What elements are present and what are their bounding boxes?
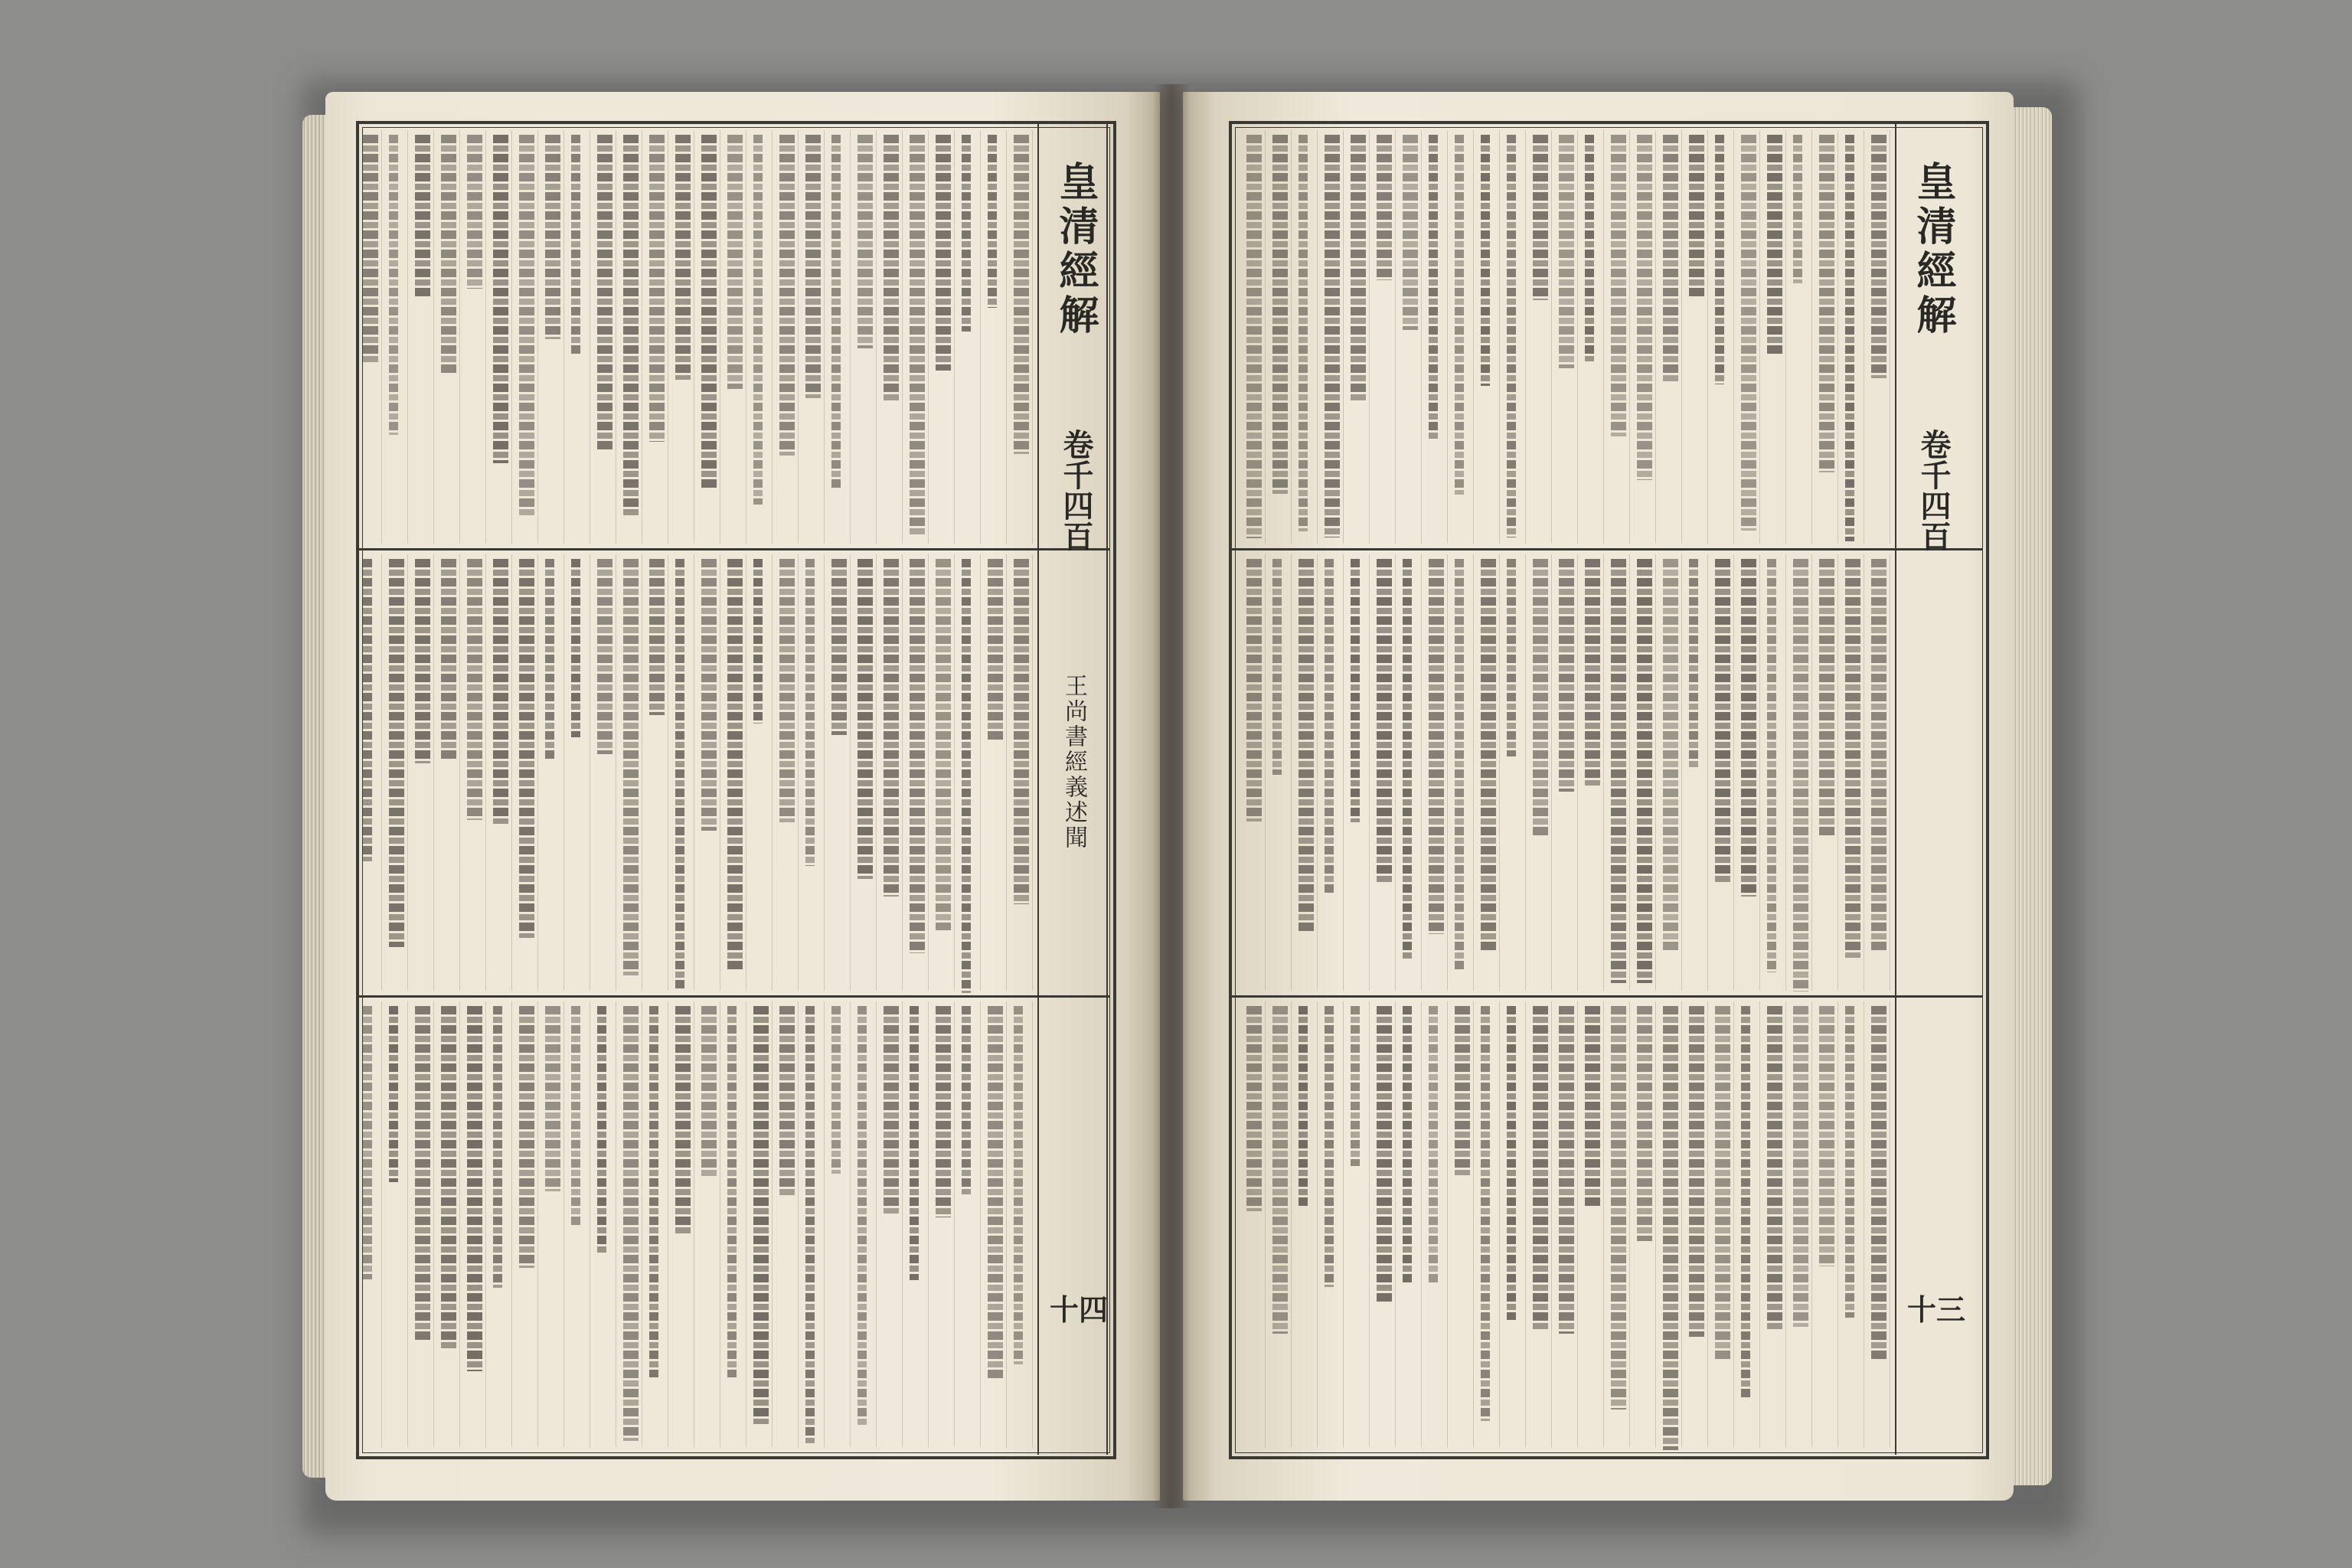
- text-column-block: [1403, 559, 1412, 960]
- text-column-block: [1246, 559, 1262, 822]
- text-column-block: [1637, 1006, 1652, 1241]
- column-rule: [1447, 1001, 1448, 1447]
- left-page-number: 十四: [1050, 1292, 1109, 1327]
- text-column-block: [1793, 135, 1802, 283]
- column-rule: [433, 1001, 434, 1447]
- column-rule: [1603, 1001, 1604, 1447]
- column-rule: [511, 130, 512, 544]
- text-column-block: [363, 135, 378, 363]
- text-column-block: [441, 135, 456, 375]
- text-column-block: [1637, 559, 1652, 983]
- text-column-block: [1559, 1006, 1574, 1334]
- column-rule: [537, 130, 538, 544]
- column-rule: [1369, 554, 1370, 991]
- text-column-block: [1455, 1006, 1470, 1175]
- column-rule: [824, 554, 825, 991]
- text-column-block: [1455, 135, 1464, 495]
- column-rule: [1421, 130, 1422, 544]
- right-page-edges: [2014, 107, 2052, 1485]
- text-column-block: [831, 1006, 841, 1174]
- text-column-block: [1533, 1006, 1548, 1331]
- text-column-block: [1272, 1006, 1288, 1334]
- column-rule: [1811, 130, 1812, 544]
- text-column-block: [1871, 1006, 1886, 1361]
- text-column-block: [727, 135, 743, 389]
- text-column-block: [1014, 559, 1029, 904]
- column-rule: [1681, 554, 1682, 991]
- text-column-block: [623, 559, 639, 975]
- column-rule: [980, 554, 981, 991]
- text-column-block: [1767, 559, 1776, 972]
- text-column-block: [1298, 559, 1314, 933]
- text-column-block: [467, 1006, 482, 1371]
- text-column-block: [1507, 1006, 1516, 1320]
- column-rule: [1317, 554, 1318, 991]
- column-rule: [1577, 1001, 1578, 1447]
- column-rule: [511, 1001, 512, 1447]
- text-column-block: [1272, 135, 1288, 494]
- column-rule: [1785, 554, 1786, 991]
- text-column-block: [779, 559, 795, 822]
- column-rule: [772, 554, 773, 991]
- text-column-block: [753, 1006, 769, 1424]
- text-column-block: [519, 1006, 534, 1268]
- text-column-block: [545, 1006, 560, 1191]
- text-column-block: [675, 1006, 691, 1233]
- text-column-block: [1559, 135, 1574, 368]
- right-running-title: 皇清經解: [1909, 161, 1956, 338]
- column-rule: [1421, 1001, 1422, 1447]
- column-rule: [1499, 130, 1500, 544]
- column-rule: [1551, 554, 1552, 991]
- column-rule: [1577, 130, 1578, 544]
- column-rule: [876, 1001, 877, 1447]
- column-rule: [1006, 130, 1007, 544]
- text-column-block: [1377, 1006, 1392, 1302]
- text-column-block: [597, 135, 612, 451]
- text-column-block: [1429, 135, 1438, 439]
- text-column-block: [1845, 1006, 1854, 1318]
- text-column-block: [1715, 559, 1730, 884]
- column-rule: [1681, 130, 1682, 544]
- column-rule: [928, 130, 929, 544]
- text-column-block: [831, 559, 847, 735]
- column-rule: [433, 554, 434, 991]
- text-column-block: [623, 1006, 639, 1441]
- text-column-block: [1845, 135, 1854, 541]
- text-column-block: [1298, 1006, 1308, 1206]
- column-rule: [459, 1001, 460, 1447]
- column-rule: [1317, 130, 1318, 544]
- column-rule: [1525, 554, 1526, 991]
- text-column-block: [1689, 559, 1698, 768]
- column-rule: [1551, 1001, 1552, 1447]
- column-rule: [824, 1001, 825, 1447]
- column-rule: [1343, 130, 1344, 544]
- text-column-block: [1507, 135, 1516, 537]
- right-fishtail-line-1: [1895, 122, 1896, 1455]
- text-column-block: [571, 1006, 580, 1227]
- right-page: [1183, 92, 2014, 1501]
- left-fishtail-line-1: [1037, 122, 1039, 1455]
- column-rule: [381, 554, 382, 991]
- text-column-block: [858, 559, 873, 879]
- text-column-block: [1298, 135, 1308, 531]
- column-rule: [1032, 554, 1033, 991]
- text-column-block: [675, 559, 684, 990]
- text-column-block: [1429, 559, 1444, 934]
- text-column-block: [1377, 559, 1392, 884]
- text-column-block: [1507, 559, 1516, 756]
- text-column-block: [1689, 135, 1704, 298]
- column-rule: [1265, 554, 1266, 991]
- column-rule: [850, 1001, 851, 1447]
- text-column-block: [1585, 135, 1594, 361]
- text-column-block: [1663, 135, 1678, 382]
- text-column-block: [1272, 559, 1282, 775]
- column-rule: [1291, 130, 1292, 544]
- column-rule: [1473, 130, 1474, 544]
- text-column-block: [519, 559, 534, 938]
- text-column-block: [649, 559, 665, 715]
- text-column-block: [1481, 135, 1490, 386]
- text-column-block: [1637, 135, 1652, 480]
- text-column-block: [389, 135, 398, 435]
- text-column-block: [571, 135, 580, 354]
- column-rule: [537, 554, 538, 991]
- column-rule: [1395, 554, 1396, 991]
- column-rule: [407, 554, 408, 991]
- text-column-block: [1351, 1006, 1360, 1166]
- column-rule: [485, 130, 486, 544]
- column-rule: [850, 554, 851, 991]
- text-column-block: [1246, 135, 1262, 538]
- text-column-block: [1403, 135, 1418, 330]
- text-column-block: [962, 135, 971, 332]
- text-column-block: [1741, 559, 1756, 897]
- text-column-block: [493, 135, 508, 463]
- text-column-block: [1351, 135, 1366, 402]
- column-rule: [1032, 130, 1033, 544]
- text-column-block: [936, 135, 951, 371]
- column-rule: [1759, 554, 1760, 991]
- text-column-block: [1819, 1006, 1834, 1266]
- column-rule: [1629, 554, 1630, 991]
- text-column-block: [910, 559, 925, 953]
- text-column-block: [1689, 1006, 1704, 1337]
- text-column-block: [467, 135, 482, 289]
- text-column-block: [1845, 559, 1860, 958]
- text-column-block: [727, 1006, 737, 1377]
- text-column-block: [1533, 559, 1548, 838]
- text-column-block: [545, 559, 554, 759]
- column-rule: [381, 1001, 382, 1447]
- text-column-block: [623, 135, 639, 518]
- column-rule: [954, 130, 955, 544]
- text-column-block: [1741, 1006, 1750, 1397]
- column-rule: [1655, 130, 1656, 544]
- column-rule: [407, 130, 408, 544]
- column-rule: [980, 130, 981, 544]
- column-rule: [1707, 1001, 1708, 1447]
- text-column-block: [701, 559, 717, 831]
- column-rule: [1759, 1001, 1760, 1447]
- column-rule: [1473, 554, 1474, 991]
- text-column-block: [805, 1006, 815, 1443]
- text-column-block: [389, 559, 404, 947]
- column-rule: [876, 130, 877, 544]
- column-rule: [954, 554, 955, 991]
- column-rule: [902, 130, 903, 544]
- text-column-block: [1014, 1006, 1023, 1364]
- column-rule: [1369, 1001, 1370, 1447]
- column-rule: [980, 1001, 981, 1447]
- text-column-block: [1377, 135, 1392, 280]
- column-rule: [772, 1001, 773, 1447]
- text-column-block: [858, 1006, 867, 1427]
- text-column-block: [884, 559, 899, 897]
- column-rule: [1265, 130, 1266, 544]
- text-column-block: [988, 559, 1003, 740]
- column-rule: [485, 554, 486, 991]
- text-column-block: [415, 135, 430, 297]
- text-column-block: [1559, 559, 1574, 792]
- column-rule: [1629, 1001, 1630, 1447]
- text-column-block: [962, 559, 971, 993]
- column-rule: [1343, 1001, 1344, 1447]
- text-column-block: [1793, 1006, 1808, 1327]
- text-column-block: [467, 559, 482, 820]
- text-column-block: [1403, 1006, 1412, 1285]
- text-column-block: [1611, 135, 1626, 436]
- column-rule: [511, 554, 512, 991]
- column-rule: [1707, 554, 1708, 991]
- column-rule: [1395, 1001, 1396, 1447]
- text-column-block: [415, 1006, 430, 1342]
- text-column-block: [805, 135, 821, 398]
- column-rule: [1759, 130, 1760, 544]
- text-column-block: [1455, 559, 1464, 970]
- column-rule: [459, 554, 460, 991]
- text-column-block: [805, 559, 815, 866]
- column-rule: [850, 130, 851, 544]
- left-register-line-2: [356, 995, 1110, 998]
- column-rule: [1733, 130, 1734, 544]
- text-column-block: [519, 135, 534, 517]
- text-column-block: [779, 135, 795, 456]
- text-column-block: [1014, 135, 1029, 454]
- text-column-block: [1325, 1006, 1334, 1287]
- right-register-line-2: [1229, 995, 1983, 998]
- text-column-block: [884, 1006, 899, 1214]
- text-column-block: [1325, 559, 1334, 893]
- text-column-block: [1585, 1006, 1600, 1207]
- column-rule: [1525, 1001, 1526, 1447]
- column-rule: [1785, 130, 1786, 544]
- text-column-block: [649, 1006, 658, 1377]
- column-rule: [798, 554, 799, 991]
- column-rule: [1032, 1001, 1033, 1447]
- text-column-block: [1585, 559, 1600, 786]
- column-rule: [798, 1001, 799, 1447]
- text-column-block: [1325, 135, 1340, 537]
- column-rule: [1733, 554, 1734, 991]
- text-column-block: [779, 1006, 795, 1197]
- column-rule: [1603, 130, 1604, 544]
- column-rule: [1525, 130, 1526, 544]
- column-rule: [1317, 1001, 1318, 1447]
- text-column-block: [1871, 559, 1886, 952]
- text-column-block: [1351, 559, 1360, 822]
- text-column-block: [1611, 559, 1626, 983]
- text-column-block: [1715, 1006, 1730, 1359]
- text-column-block: [1663, 559, 1678, 950]
- text-column-block: [1793, 559, 1808, 991]
- column-rule: [485, 1001, 486, 1447]
- column-rule: [1369, 130, 1370, 544]
- text-column-block: [675, 135, 691, 380]
- right-page-number: 十三: [1907, 1292, 1966, 1327]
- left-running-title: 皇清經解: [1052, 161, 1099, 338]
- text-column-block: [1767, 1006, 1782, 1330]
- column-rule: [1681, 1001, 1682, 1447]
- text-column-block: [415, 559, 430, 763]
- column-rule: [1811, 1001, 1812, 1447]
- column-rule: [1343, 554, 1344, 991]
- column-rule: [1811, 554, 1812, 991]
- column-rule: [1655, 554, 1656, 991]
- column-rule: [1473, 1001, 1474, 1447]
- column-rule: [798, 130, 799, 544]
- column-rule: [1655, 1001, 1656, 1447]
- column-rule: [433, 130, 434, 544]
- text-column-block: [910, 135, 925, 535]
- column-rule: [1499, 1001, 1500, 1447]
- text-column-block: [962, 1006, 971, 1194]
- column-rule: [824, 130, 825, 544]
- text-column-block: [1663, 1006, 1678, 1450]
- column-rule: [459, 130, 460, 544]
- text-column-block: [571, 559, 580, 737]
- column-rule: [1603, 554, 1604, 991]
- column-rule: [954, 1001, 955, 1447]
- text-column-block: [597, 1006, 606, 1253]
- text-column-block: [441, 559, 456, 760]
- text-column-block: [910, 1006, 919, 1280]
- column-rule: [876, 554, 877, 991]
- column-rule: [1265, 1001, 1266, 1447]
- text-column-block: [727, 559, 743, 971]
- column-rule: [1447, 130, 1448, 544]
- text-column-block: [701, 135, 717, 489]
- column-rule: [1395, 130, 1396, 544]
- column-rule: [1499, 554, 1500, 991]
- left-register-line-1: [356, 548, 1110, 550]
- left-page: [325, 92, 1160, 1501]
- column-rule: [1006, 1001, 1007, 1447]
- column-rule: [1785, 1001, 1786, 1447]
- text-column-block: [1533, 135, 1548, 300]
- text-column-block: [493, 559, 508, 824]
- text-column-block: [441, 1006, 456, 1349]
- column-rule: [537, 1001, 538, 1447]
- column-rule: [407, 1001, 408, 1447]
- column-rule: [1629, 130, 1630, 544]
- text-column-block: [363, 1006, 372, 1279]
- text-column-block: [1871, 135, 1886, 378]
- text-column-block: [1819, 559, 1834, 838]
- text-column-block: [1741, 135, 1756, 531]
- column-rule: [1421, 554, 1422, 991]
- text-column-block: [884, 135, 899, 401]
- text-column-block: [1481, 559, 1496, 950]
- left-author-line: 王尚書經義述聞: [1060, 674, 1087, 851]
- column-rule: [1577, 554, 1578, 991]
- text-column-block: [831, 135, 841, 489]
- text-column-block: [545, 135, 560, 339]
- text-column-block: [1767, 135, 1782, 355]
- column-rule: [1447, 554, 1448, 991]
- text-column-block: [1429, 1006, 1438, 1282]
- text-column-block: [753, 559, 763, 724]
- column-rule: [381, 130, 382, 544]
- text-column-block: [597, 559, 612, 754]
- text-column-block: [1611, 1006, 1626, 1410]
- book-gutter: [1152, 84, 1191, 1508]
- left-page-edges: [302, 115, 327, 1478]
- column-rule: [772, 130, 773, 544]
- column-rule: [1733, 1001, 1734, 1447]
- text-column-block: [493, 1006, 502, 1288]
- column-rule: [928, 554, 929, 991]
- text-column-block: [389, 1006, 398, 1182]
- text-column-block: [1715, 135, 1724, 384]
- text-column-block: [649, 135, 665, 442]
- column-rule: [1291, 1001, 1292, 1447]
- column-rule: [1291, 554, 1292, 991]
- column-rule: [928, 1001, 929, 1447]
- text-column-block: [1481, 1006, 1490, 1421]
- text-column-block: [701, 1006, 717, 1177]
- text-column-block: [753, 135, 763, 505]
- column-rule: [902, 1001, 903, 1447]
- text-column-block: [988, 1006, 1003, 1380]
- column-rule: [1551, 130, 1552, 544]
- text-column-block: [988, 135, 997, 308]
- column-rule: [902, 554, 903, 991]
- text-column-block: [936, 559, 951, 930]
- right-register-line-1: [1229, 548, 1983, 550]
- left-fishtail-line-2: [1106, 122, 1108, 1455]
- text-column-block: [858, 135, 873, 348]
- left-juan-number: 卷千四百: [1058, 429, 1094, 551]
- right-juan-number: 卷千四百: [1916, 429, 1952, 551]
- text-column-block: [936, 1006, 951, 1217]
- column-rule: [1707, 130, 1708, 544]
- text-column-block: [363, 559, 372, 861]
- column-rule: [1006, 554, 1007, 991]
- text-column-block: [1819, 135, 1834, 472]
- text-column-block: [1246, 1006, 1262, 1211]
